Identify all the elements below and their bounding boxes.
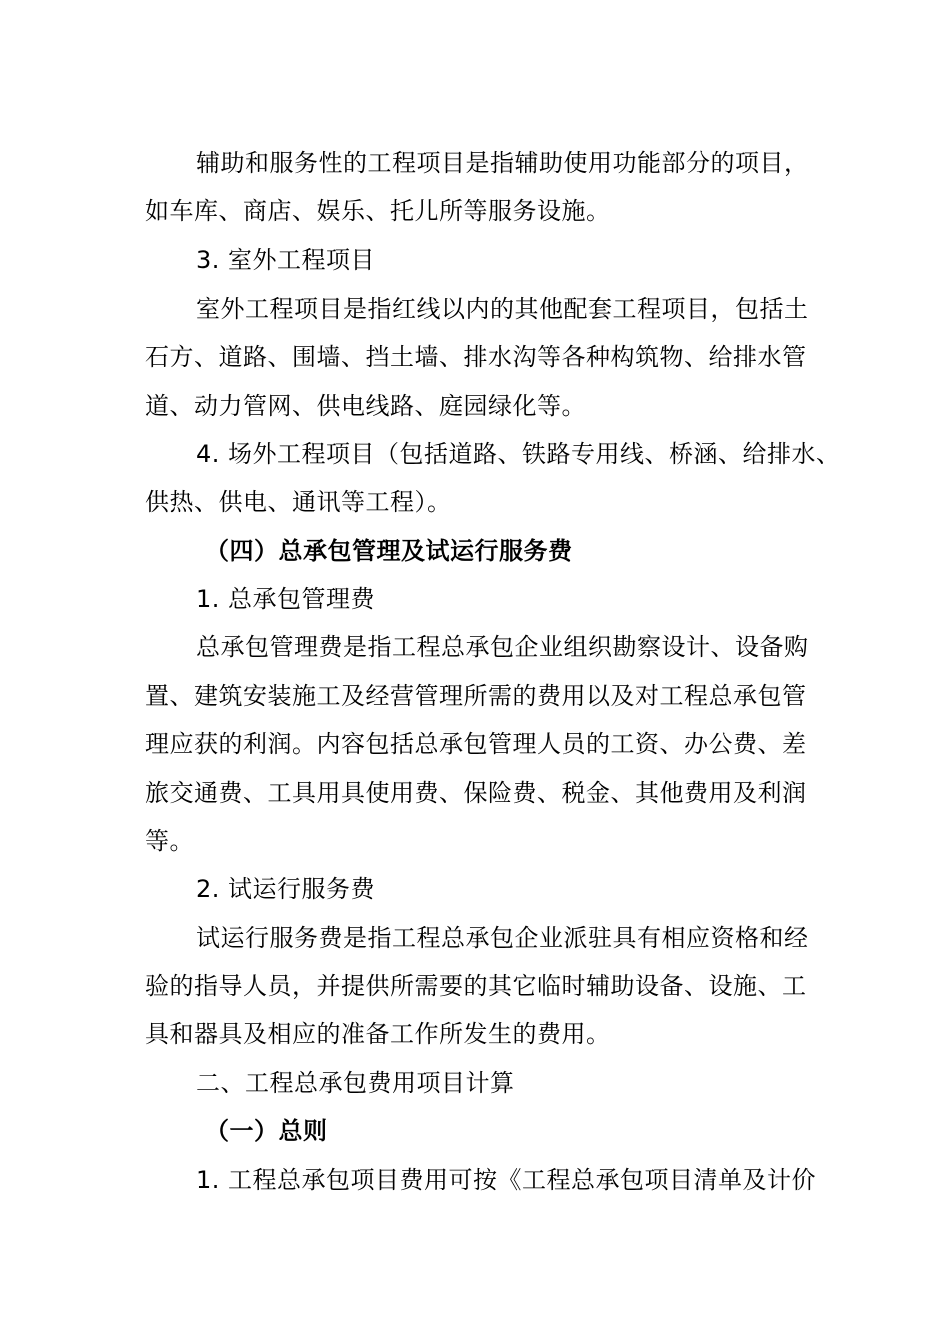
paragraph-line: 总承包管理费是指工程总承包企业组织勘察设计、设备购 [196, 633, 809, 661]
paragraph-line: 具和器具及相应的准备工作所发生的费用。 [145, 1020, 611, 1048]
subheading-2: 2. 试运行服务费 [196, 875, 376, 903]
paragraph-line: 室外工程项目是指红线以内的其他配套工程项目，包括土 [196, 295, 809, 323]
paragraph-line: 如车库、商店、娱乐、托儿所等服务设施。 [145, 197, 611, 225]
section-heading-4: （四）总承包管理及试运行服务费 [205, 537, 573, 565]
section-heading-general: （一）总则 [205, 1117, 328, 1145]
subheading-1: 1. 总承包管理费 [196, 585, 376, 613]
subheading-3: 3. 室外工程项目 [196, 246, 376, 274]
part-heading-2: 二、工程总承包费用项目计算 [196, 1069, 515, 1097]
paragraph-line: 1. 工程总承包项目费用可按《工程总承包项目清单及计价 [196, 1166, 817, 1194]
paragraph-line: 验的指导人员，并提供所需要的其它临时辅助设备、设施、工 [145, 972, 807, 1000]
paragraph-line: 理应获的利润。内容包括总承包管理人员的工资、办公费、差 [145, 730, 807, 758]
paragraph-line: 道、动力管网、供电线路、庭园绿化等。 [145, 392, 586, 420]
paragraph-line: 置、建筑安装施工及经营管理所需的费用以及对工程总承包管 [145, 682, 807, 710]
subheading-4: 4. 场外工程项目（包括道路、铁路专用线、桥涵、给排水、 [196, 440, 841, 468]
paragraph-line: 石方、道路、围墙、挡土墙、排水沟等各种构筑物、给排水管 [145, 343, 807, 371]
paragraph-line: 供热、供电、通讯等工程）。 [145, 488, 452, 516]
paragraph-line: 试运行服务费是指工程总承包企业派驻具有相应资格和经 [196, 924, 809, 952]
paragraph-line: 旅交通费、工具用具使用费、保险费、税金、其他费用及利润 [145, 779, 807, 807]
paragraph-line: 等。 [145, 827, 194, 855]
paragraph-line: 辅助和服务性的工程项目是指辅助使用功能部分的项目， [196, 149, 809, 177]
